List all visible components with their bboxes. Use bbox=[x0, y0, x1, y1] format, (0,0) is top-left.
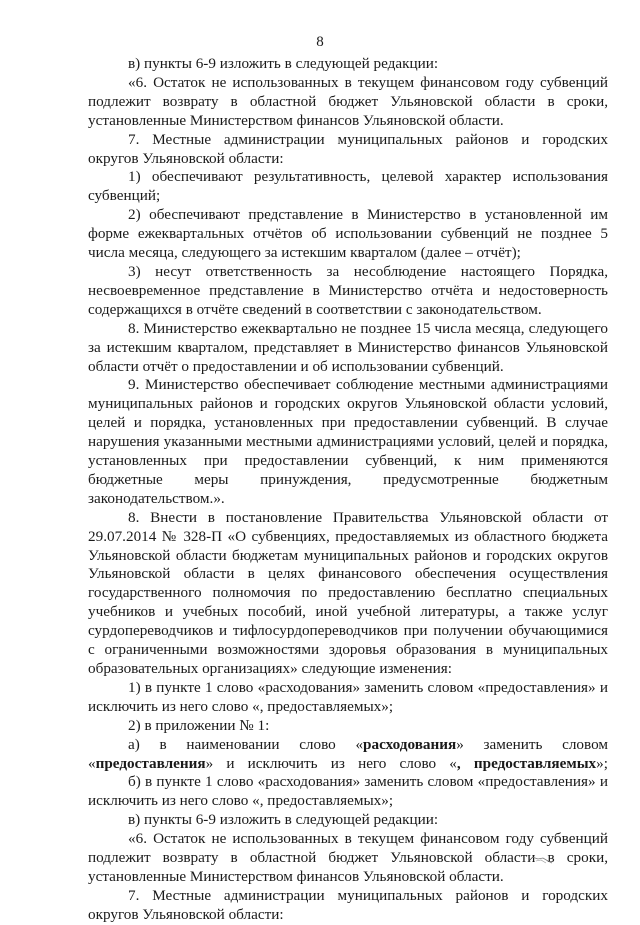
bold-term: , предоставляемых bbox=[456, 754, 597, 772]
document-paragraph: 2) в приложении № 1: bbox=[128, 716, 270, 734]
document-paragraph: в) пункты 6-9 изложить в следующей редакции: bbox=[128, 55, 439, 72]
document-paragraph: 8. Внести в постановление Правительства Ульяновской области от 29.07.2014 № 328-П «О субвенциях, предоставляемых из областного бюджета Ульяновской области бюджетам муниципальных районов и городских округов Ульяновской области в целях финансового обеспечения осуществления государственного полномочия по предоставлению бесплатно специальных учебников и учебных пособий, иной учебной литературы, а также услуг сурдопереводчиков и тифлосурдопереводчиков при получении обучающимися с ограниченными возможностями здоровья образования в муниципальных образовательных организациях» следующие изменения: bbox=[88, 508, 608, 677]
document-paragraph: 1) в пункте 1 слово «расходования» заменить словом «предоставления» и исключить из него слово «, предоставляемых»; bbox=[88, 678, 608, 715]
document-paragraph: 7. Местные администрации муниципальных районов и городских округов Ульяновской области: bbox=[88, 130, 608, 167]
document-paragraph: 8. Министерство ежеквартально не позднее 15 числа месяца, следующего за истекшим кварталом, представляет в Министерство финансов Ульяновской области отчёт о предоставлении и об использовании субвенций. bbox=[88, 319, 608, 375]
text-run: а) в наименовании слово « bbox=[128, 735, 364, 753]
document-paragraph bbox=[88, 736, 608, 774]
text-run: »; bbox=[596, 754, 608, 772]
document-paragraph: 9. Министерство обеспечивает соблюдение местными администрациями муниципальных районов и городских округов Ульяновской области условий, целей и порядка, установленных при предоставлении субвенций. В случае нарушения указанными местными администрациями условий, целей и порядка, установленных при предоставлении субвенций, к ним применяются бюджетные меры принуждения, предусмотренные бюджетным законодательством.». bbox=[88, 376, 608, 507]
document-paragraph: б) в пункте 1 слово «расходования» заменить словом «предоставления» и исключить из него слово «, предоставляемых»; bbox=[88, 773, 608, 810]
document-paragraph: в) пункты 6-9 изложить в следующей редакции: bbox=[128, 811, 439, 829]
document-body bbox=[88, 55, 608, 925]
document-paragraph: «6. Остаток не использованных в текущем финансовом году субвенций подлежит возврату в областной бюджет Ульяновской области в сроки, установленные Министерством финансов Ульяновской области. bbox=[88, 73, 608, 129]
document-paragraph: 1) обеспечивают результативность, целевой характер использования субвенций; bbox=[88, 168, 608, 205]
text-run: » заменить словом « bbox=[88, 735, 608, 772]
bold-term: предоставления bbox=[95, 754, 206, 772]
text-run: » и исключить из него слово « bbox=[205, 754, 457, 772]
document-paragraph: 2) обеспечивают представление в Министерство в установленной им форме ежеквартальных отчётов об использовании субвенций не позднее 5 числа месяца, следующего за истекшим кварталом (далее – отчёт); bbox=[88, 206, 608, 262]
document-paragraph: «6. Остаток не использованных в текущем финансовом году субвенций подлежит возврату в областной бюджет Ульяновской области в сроки, установленные Министерством финансов Ульяновской области. bbox=[88, 830, 608, 885]
page-number: 8 bbox=[316, 34, 324, 50]
document-paragraph: 7. Местные администрации муниципальных районов и городских округов Ульяновской области: bbox=[88, 886, 608, 923]
bold-term: расходования bbox=[363, 735, 457, 753]
document-paragraph: 3) несут ответственность за несоблюдение настоящего Порядка, несвоевременное представление в Министерство отчёта и недостоверность содержащихся в отчёте сведений в соответствии с законодательством. bbox=[88, 262, 608, 318]
scan-artifact-mark bbox=[530, 853, 554, 865]
